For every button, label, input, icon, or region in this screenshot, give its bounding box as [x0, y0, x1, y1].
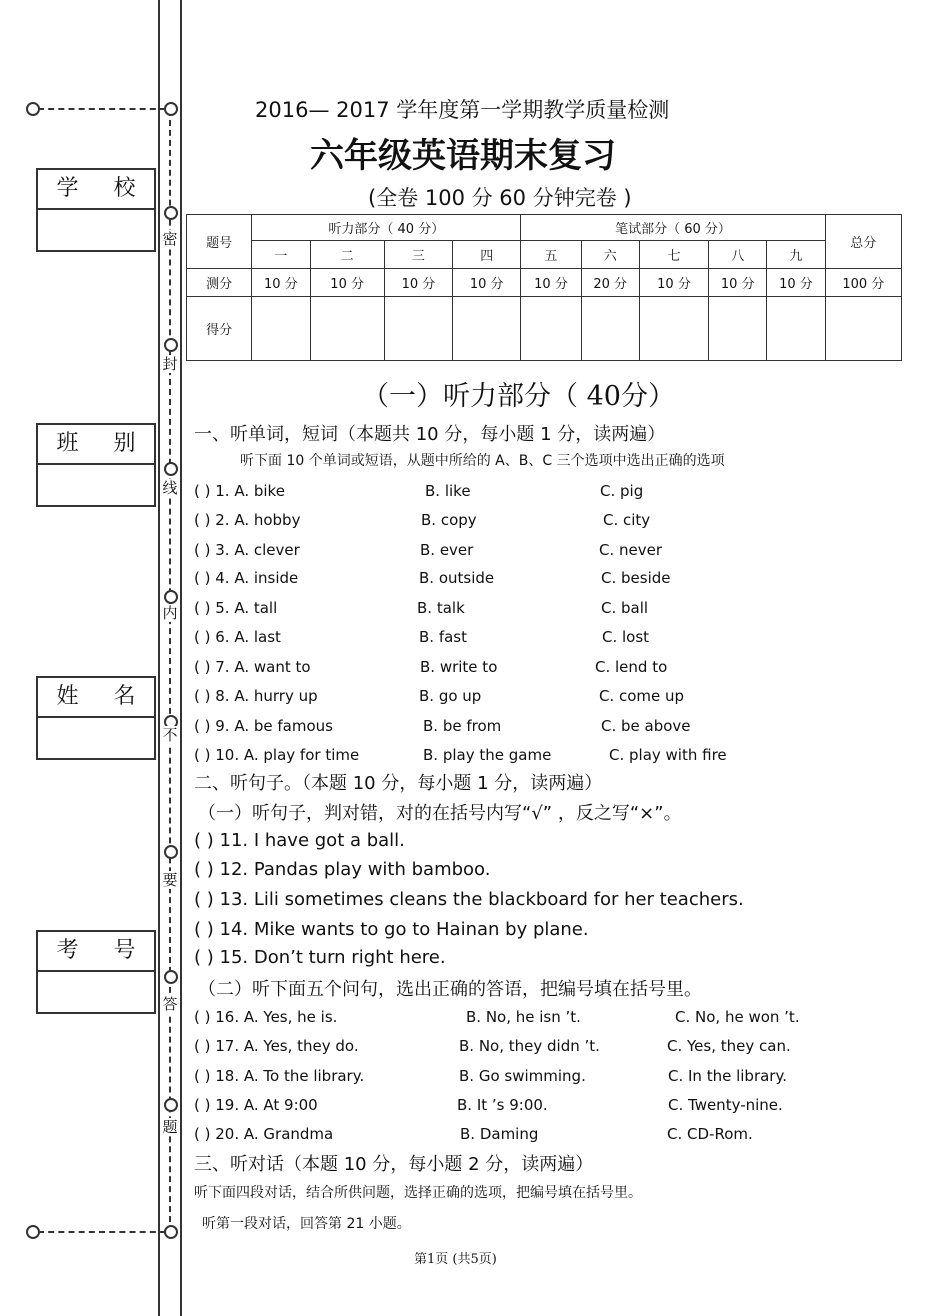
listening-group-header: 听力部分（ 40 分） — [252, 215, 521, 241]
number-cell: 一 — [252, 241, 310, 269]
option-b: B. outside — [419, 569, 495, 587]
section2-sub1: （一）听句子，判对错，对的在括号内写“√” ，反之写“×”。 — [198, 803, 682, 824]
score-entry-cell[interactable] — [453, 297, 521, 361]
points-cell: 10 分 — [310, 269, 384, 297]
number-cell: 四 — [453, 241, 521, 269]
number-cell: 八 — [709, 241, 767, 269]
score-entry-cell[interactable] — [521, 297, 581, 361]
question-stem: ( ) 5. A. tall — [194, 599, 278, 617]
writing-group-header: 笔试部分（ 60 分） — [521, 215, 825, 241]
part-title: （一）听力部分（ 40分） — [362, 381, 675, 412]
score-entry-cell[interactable] — [767, 297, 825, 361]
question-stem: ( ) 6. A. last — [194, 628, 281, 646]
cut-circle-icon — [26, 102, 40, 116]
option-b: B. talk — [417, 599, 465, 617]
option-c: C. never — [599, 541, 663, 559]
option-c: C. In the library. — [668, 1067, 787, 1085]
page-number: 第1页 (共5页) — [414, 1252, 497, 1267]
section3-sub1: 听第一段对话，回答第 21 小题。 — [202, 1216, 411, 1232]
question-stem: ( ) 20. A. Grandma — [194, 1125, 334, 1143]
option-b: B. be from — [423, 717, 502, 735]
binding-circle-icon — [164, 970, 178, 984]
name-field[interactable] — [38, 718, 154, 758]
option-c: C. play with fire — [609, 746, 727, 764]
sentence-item: ( ) 14. Mike wants to go to Hainan by plane. — [194, 919, 589, 940]
school-field[interactable] — [38, 210, 154, 250]
option-c: C. come up — [599, 687, 685, 705]
option-b: B. ever — [420, 541, 474, 559]
points-cell: 10 分 — [767, 269, 825, 297]
option-b: B. play the game — [423, 746, 552, 764]
number-cell: 六 — [581, 241, 639, 269]
points-cell: 10 分 — [709, 269, 767, 297]
header-item-label: 题号 — [187, 215, 252, 269]
school-label: 学 校 — [38, 170, 154, 210]
number-cell: 三 — [384, 241, 452, 269]
seal-char: 答 — [162, 995, 178, 1013]
sentence-item: ( ) 15. Don’t turn right here. — [194, 947, 446, 968]
cut-line-bottom — [38, 1231, 166, 1233]
seal-char: 内 — [162, 604, 178, 622]
section3-title: 三、听对话（本题 10 分，每小题 2 分，读两遍） — [194, 1154, 594, 1175]
section2-title: 二、听句子。（本题 10 分，每小题 1 分，读两遍） — [194, 773, 603, 794]
option-c: C. lost — [602, 628, 650, 646]
section1-instruction: 听下面 10 个单词或短语，从题中所给的 A、B、C 三个选项中选出正确的选项 — [240, 453, 725, 469]
points-cell: 10 分 — [252, 269, 310, 297]
option-c: C. lend to — [595, 658, 668, 676]
seal-char: 要 — [162, 871, 178, 889]
class-label: 班 别 — [38, 425, 154, 465]
option-b: B. Go swimming. — [459, 1067, 586, 1085]
option-c: C. city — [603, 511, 651, 529]
question-item — [194, 482, 285, 500]
section1-title: 一、听单词，短词（本题共 10 分，每小题 1 分，读两遍） — [194, 424, 666, 445]
binding-dashed-line — [169, 110, 171, 1232]
seal-char: 不 — [162, 726, 178, 744]
sentence-item: ( ) 13. Lili sometimes cleans the blackboard for her teachers. — [194, 889, 744, 910]
number-cell: 九 — [767, 241, 825, 269]
cut-circle-icon — [164, 102, 178, 116]
question-stem: ( ) 19. A. At 9:00 — [194, 1096, 318, 1114]
exam-number-box — [36, 930, 156, 1014]
binding-line-right — [180, 0, 182, 1316]
seal-char: 封 — [162, 355, 178, 373]
question-stem: ( ) 18. A. To the library. — [194, 1067, 365, 1085]
number-cell: 五 — [521, 241, 581, 269]
points-cell: 10 分 — [453, 269, 521, 297]
section2-sub2: （二）听下面五个问句，选出正确的答语，把编号填在括号里。 — [198, 979, 702, 1000]
score-table — [186, 214, 902, 361]
binding-line-left — [158, 0, 160, 1316]
binding-circle-icon — [164, 1098, 178, 1112]
option-c: C. beside — [601, 569, 671, 587]
points-cell: 20 分 — [581, 269, 639, 297]
cut-line-top — [38, 108, 166, 110]
seal-char: 线 — [162, 479, 178, 497]
option-b: B. fast — [419, 628, 467, 646]
option-b: B. No, he isn ’t. — [466, 1008, 581, 1026]
class-box — [36, 423, 156, 507]
cut-circle-icon — [26, 1225, 40, 1239]
seal-char: 密 — [162, 230, 178, 248]
question-stem: ( ) 4. A. inside — [194, 569, 299, 587]
class-field[interactable] — [38, 465, 154, 505]
binding-circle-icon — [164, 845, 178, 859]
score-entry-cell[interactable] — [310, 297, 384, 361]
sentence-item: ( ) 11. I have got a ball. — [194, 830, 405, 851]
number-cell: 二 — [310, 241, 384, 269]
name-box — [36, 676, 156, 760]
option-b: B. go up — [419, 687, 482, 705]
question-stem: ( ) 8. A. hurry up — [194, 687, 318, 705]
question-stem: ( ) 10. A. play for time — [194, 746, 360, 764]
question-stem: ( ) 17. A. Yes, they do. — [194, 1037, 359, 1055]
option-c: C. pig — [600, 482, 644, 500]
score-entry-cell[interactable] — [709, 297, 767, 361]
points-cell: 10 分 — [384, 269, 452, 297]
binding-circle-icon — [164, 462, 178, 476]
question-stem: ( ) 16. A. Yes, he is. — [194, 1008, 338, 1026]
score-entry-cell[interactable] — [639, 297, 708, 361]
question-stem: ( ) 2. A. hobby — [194, 511, 301, 529]
total-header: 总分 — [825, 215, 901, 269]
question-stem: ( ) 7. A. want to — [194, 658, 311, 676]
option-c: C. No, he won ’t. — [675, 1008, 800, 1026]
option-b: B. Daming — [460, 1125, 539, 1143]
option-c: C. CD-Rom. — [667, 1125, 753, 1143]
page-title: 六年级英语期末复习 — [310, 136, 616, 176]
name-label: 姓 名 — [38, 678, 154, 718]
option-b: B. copy — [421, 511, 477, 529]
exam-number-label: 考 号 — [38, 932, 154, 972]
option-c: C. ball — [601, 599, 649, 617]
binding-circle-icon — [164, 590, 178, 604]
points-label: 测分 — [187, 269, 252, 297]
points-cell: 10 分 — [639, 269, 708, 297]
question-stem: ( ) 1. A. bike — [194, 482, 285, 500]
option-b: B. write to — [420, 658, 498, 676]
points-cell: 10 分 — [521, 269, 581, 297]
score-entry-cell[interactable] — [581, 297, 639, 361]
number-cell: 七 — [639, 241, 708, 269]
total-points-cell: 100 分 — [825, 269, 901, 297]
score-label: 得分 — [187, 297, 252, 361]
exam-subtitle: (全卷 100 分 60 分钟完卷 ) — [368, 186, 632, 210]
binding-circle-icon — [164, 338, 178, 352]
section3-instruction: 听下面四段对话，结合所供问题，选择正确的选项，把编号填在括号里。 — [194, 1185, 642, 1201]
option-b: B. No, they didn ’t. — [459, 1037, 600, 1055]
binding-circle-icon — [164, 206, 178, 220]
exam-number-field[interactable] — [38, 972, 154, 1012]
sentence-item: ( ) 12. Pandas play with bamboo. — [194, 859, 491, 880]
option-b: B. It ’s 9:00. — [457, 1096, 548, 1114]
question-stem: ( ) 9. A. be famous — [194, 717, 333, 735]
exam-header: 2016— 2017 学年度第一学期教学质量检测 — [255, 98, 670, 122]
option-b: B. like — [425, 482, 471, 500]
option-c: C. Twenty-nine. — [668, 1096, 783, 1114]
school-box — [36, 168, 156, 252]
total-score-entry-cell[interactable] — [825, 297, 901, 361]
score-entry-cell[interactable] — [384, 297, 452, 361]
question-stem: ( ) 3. A. clever — [194, 541, 300, 559]
score-entry-cell[interactable] — [252, 297, 310, 361]
cut-circle-icon — [164, 1225, 178, 1239]
option-c: C. Yes, they can. — [667, 1037, 791, 1055]
option-c: C. be above — [601, 717, 691, 735]
seal-char: 题 — [162, 1118, 178, 1136]
